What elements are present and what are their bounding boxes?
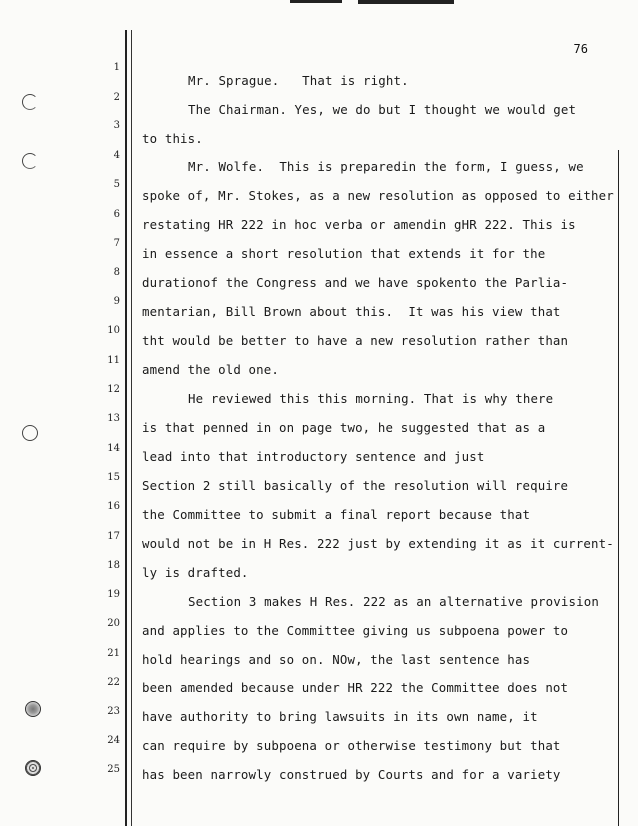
text-line: Section 3 makes H Res. 222 as an alternative provision bbox=[188, 594, 599, 609]
punch-hole-icon bbox=[22, 425, 38, 441]
text-line: Section 2 still basically of the resolution will require bbox=[142, 478, 569, 493]
text-line: tht would be better to have a new resolution rather than bbox=[142, 333, 569, 348]
line-number: 13 bbox=[107, 413, 120, 424]
text-line: is that penned in on page two, he suggested that as a bbox=[142, 420, 546, 435]
text-line: hold hearings and so on. NOw, the last sentence has bbox=[142, 652, 531, 667]
line-number: 12 bbox=[107, 384, 120, 395]
line-number: 25 bbox=[107, 764, 120, 775]
line-number: 14 bbox=[107, 443, 120, 454]
line-number: 21 bbox=[107, 648, 120, 659]
text-line: ly is drafted. bbox=[142, 565, 249, 580]
line-number: 22 bbox=[107, 677, 120, 688]
text-line: spoke of, Mr. Stokes, as a new resolution as opposed to either bbox=[142, 188, 614, 203]
line-number: 15 bbox=[107, 472, 120, 483]
text-line: can require by subpoena or otherwise testimony but that bbox=[142, 738, 561, 753]
text-line: to this. bbox=[142, 131, 203, 146]
right-margin-rule bbox=[618, 150, 619, 826]
line-number: 16 bbox=[107, 501, 120, 512]
text-line: have authority to bring lawsuits in its own name, it bbox=[142, 709, 538, 724]
line-number: 20 bbox=[107, 618, 120, 629]
text-line: mentarian, Bill Brown about this. It was his view that bbox=[142, 304, 561, 319]
line-number: 9 bbox=[113, 296, 120, 307]
text-line: The Chairman. Yes, we do but I thought we would get bbox=[188, 102, 577, 117]
scan-edge-mark bbox=[358, 0, 454, 4]
text-line: and applies to the Committee giving us subpoena power to bbox=[142, 623, 569, 638]
text-line: Mr. Wolfe. This is preparedin the form, I guess, we bbox=[188, 159, 584, 174]
text-line: has been narrowly construed by Courts and for a variety bbox=[142, 767, 561, 782]
margin-rule bbox=[131, 30, 132, 826]
punch-hole-icon bbox=[25, 760, 41, 776]
text-line: amend the old one. bbox=[142, 362, 279, 377]
text-line: been amended because under HR 222 the Committee does not bbox=[142, 680, 569, 695]
text-line: durationof the Congress and we have spokento the Parlia- bbox=[142, 275, 569, 290]
text-line: would not be in H Res. 222 just by extending it as it current- bbox=[142, 536, 614, 551]
line-number: 3 bbox=[113, 120, 120, 131]
text-line: the Committee to submit a final report because that bbox=[142, 507, 531, 522]
page-number: 76 bbox=[573, 42, 588, 56]
line-number: 7 bbox=[113, 238, 120, 249]
punch-hole-icon bbox=[22, 153, 38, 169]
line-number: 18 bbox=[107, 560, 120, 571]
line-number: 5 bbox=[113, 179, 120, 190]
line-number: 24 bbox=[107, 735, 120, 746]
scan-edge-mark bbox=[290, 0, 342, 3]
margin-rule bbox=[125, 30, 127, 826]
text-line: restating HR 222 in hoc verba or amendin gHR 222. This is bbox=[142, 217, 576, 232]
punch-hole-icon bbox=[22, 94, 38, 110]
line-number: 19 bbox=[107, 589, 120, 600]
line-number: 4 bbox=[113, 150, 120, 161]
line-number: 17 bbox=[107, 531, 120, 542]
text-line: Mr. Sprague. That is right. bbox=[188, 73, 409, 88]
line-number: 6 bbox=[113, 209, 120, 220]
line-number: 10 bbox=[107, 325, 120, 336]
line-number: 11 bbox=[107, 355, 120, 366]
line-number: 1 bbox=[113, 62, 120, 73]
text-line: lead into that introductory sentence and just bbox=[142, 449, 485, 464]
text-line: in essence a short resolution that extends it for the bbox=[142, 246, 546, 261]
text-line: He reviewed this this morning. That is why there bbox=[188, 391, 554, 406]
line-number: 23 bbox=[107, 706, 120, 717]
line-number: 8 bbox=[113, 267, 120, 278]
punch-hole-icon bbox=[25, 701, 41, 717]
line-number: 2 bbox=[113, 92, 120, 103]
